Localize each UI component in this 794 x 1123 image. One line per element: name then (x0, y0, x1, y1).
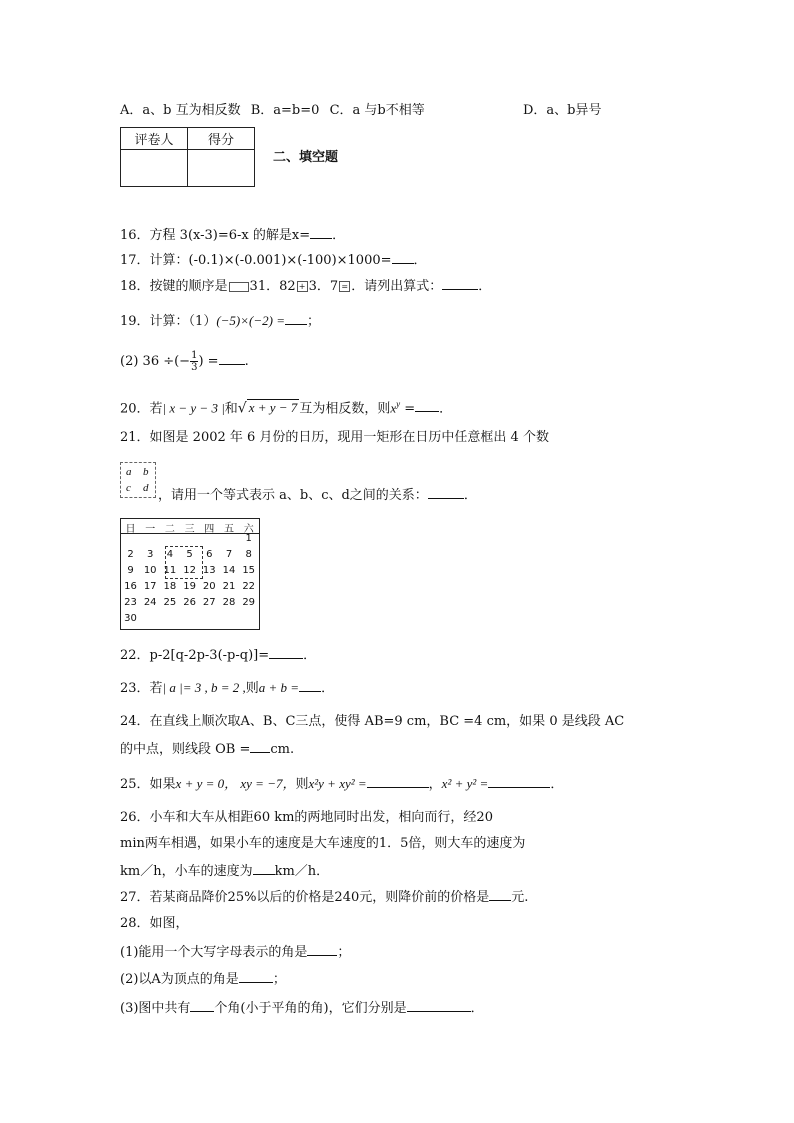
question-28-part-2: (2)以A为顶点的角是 ； (120, 969, 286, 989)
question-23: 23．若| a |= 3 , b = 2 ,则a + b = ． (120, 680, 335, 696)
option-d: D．a、b异号 (523, 103, 602, 118)
calendar-day: 20 (202, 581, 216, 592)
question-21-relation: ，请用一个等式表示 a、b、c、d之间的关系： ． (158, 485, 477, 505)
answer-blank (489, 887, 511, 901)
answer-blank (253, 861, 275, 875)
answer-blank (219, 351, 245, 365)
score-cell (188, 150, 255, 187)
question-21: 21．如图是 2002 年 6 月份的日历，现用一矩形在日历中任意框出 4 个数 (120, 430, 549, 445)
question-26-line-2: min两车相遇，如果小车的速度是大车速度的1．5倍，则大车的速度为 (120, 836, 526, 851)
question-17: 17．计算：(-0.1)×(-0.001)×(-100)×1000= ． (120, 250, 427, 270)
calendar-weekday: 日 (125, 524, 136, 535)
calendar-day: 12 (183, 565, 196, 576)
question-16: 16．方程 3(x-3)=6-x 的解是x= ． (120, 225, 345, 245)
answer-blank (415, 398, 439, 412)
answer-blank (392, 250, 414, 264)
calendar-day: 10 (143, 565, 157, 576)
calendar-day: 29 (242, 597, 256, 608)
calendar-day: 15 (242, 565, 256, 576)
calendar-day: 6 (206, 549, 213, 560)
plus-key-icon: + (297, 281, 308, 292)
question-28-part-1: (1)能用一个大写字母表示的角是 ； (120, 942, 350, 962)
calendar-day: 8 (245, 549, 252, 560)
calendar-day: 30 (124, 613, 137, 624)
answer-blank (299, 678, 321, 692)
calendar-day: 24 (143, 597, 157, 608)
question-19: 19．计算：（1）(−5)×(−2) = ； (120, 313, 320, 329)
grader-table (120, 127, 255, 187)
option-b: B．a=b=0 (250, 103, 320, 118)
calendar-weekday: 一 (145, 524, 156, 535)
calendar-day: 25 (163, 597, 177, 608)
square-root: x + y − 7 (248, 400, 298, 416)
calendar-day: 11 (163, 565, 177, 576)
question-24: 24．在直线上顺次取A、B、C三点，使得 AB=9 cm，BC =4 cm，如果 0 是线段 AC (120, 714, 625, 729)
question-19-part-2: (2) 36 ÷(− $\frac{1}{3}$) = . (120, 350, 249, 373)
calendar-day: 14 (222, 565, 236, 576)
choice-options (120, 102, 425, 120)
question-18: 18．按键的顺序是 31．82 + 3．7 = ．请列出算式： ． (120, 276, 491, 296)
answer-blank (285, 311, 307, 325)
calendar-day: 1 (245, 533, 252, 544)
grader-cell (121, 150, 188, 187)
answer-blank (250, 739, 270, 753)
answer-blank (407, 998, 471, 1012)
calendar-header (121, 519, 259, 534)
calendar-weekday: 六 (243, 524, 254, 535)
answer-blank (442, 276, 478, 290)
calendar-day: 17 (143, 581, 157, 592)
calendar-day: 21 (222, 581, 236, 592)
calendar-day: 28 (222, 597, 236, 608)
grader-header: 评卷人 (121, 128, 188, 150)
question-20: 20．若| x − y − 3 |和√ x + y − 7 互为相反数，则$x^y$ = ． (120, 399, 453, 417)
answer-blank (367, 774, 429, 788)
question-26-line-3: km／h，小车的速度为 km／h． (120, 861, 329, 881)
abcd-box: a b c d (120, 462, 156, 498)
calendar-weekday: 三 (184, 524, 195, 535)
question-27: 27．若某商品降价25%以后的价格是240元，则降价前的价格是 元. (120, 887, 528, 907)
calendar-day: 7 (225, 549, 233, 560)
calendar-day: 4 (166, 549, 174, 560)
calendar-weekday: 二 (164, 524, 175, 535)
answer-blank (269, 645, 303, 659)
question-26: 26．小车和大车从相距60 km的两地同时出发，相向而行，经20 (120, 810, 493, 825)
negative-key-icon (229, 282, 249, 292)
question-24-line-2: 的中点，则线段 OB = cm. (120, 739, 294, 759)
section-title: 二、填空题 (273, 150, 339, 165)
equals-key-icon: = (339, 281, 350, 292)
question-25: 25．如果x + y = 0， xy = −7，则x²y + xy² = ，x² + y² = ． (120, 776, 564, 792)
question-28-part-3: (3)图中共有 个角(小于平角的角)，它们分别是 ． (120, 998, 484, 1018)
calendar-day: 19 (183, 581, 196, 592)
calendar-day: 2 (127, 549, 134, 560)
calendar-day: 27 (202, 597, 216, 608)
answer-blank (488, 774, 550, 788)
calendar-day: 26 (183, 597, 196, 608)
calendar-day: 18 (163, 581, 177, 592)
calendar-day: 3 (147, 549, 154, 560)
option-a: A．a、b 互为相反数 (120, 103, 241, 118)
option-c: C．a 与b不相等 (329, 103, 425, 118)
calendar-day: 9 (127, 565, 134, 576)
answer-blank (310, 225, 332, 239)
calendar-weekday: 五 (224, 524, 234, 535)
calendar-day: 16 (124, 581, 137, 592)
answer-blank (428, 485, 464, 499)
question-22: 22．p-2[q-2p-3(-p-q)]= ． (120, 645, 316, 665)
june-calendar (120, 518, 260, 630)
calendar-day: 22 (242, 581, 256, 592)
calendar-day: 23 (124, 597, 137, 608)
answer-blank (239, 969, 273, 983)
calendar-day: 5 (186, 549, 193, 560)
fraction: $\frac{1}{3}$ (191, 350, 198, 373)
calendar-weekday: 四 (204, 524, 215, 535)
calendar-day: 13 (202, 565, 216, 576)
answer-blank (190, 998, 214, 1012)
question-28: 28．如图， (120, 916, 189, 931)
score-header: 得分 (188, 128, 255, 150)
answer-blank (307, 942, 337, 956)
